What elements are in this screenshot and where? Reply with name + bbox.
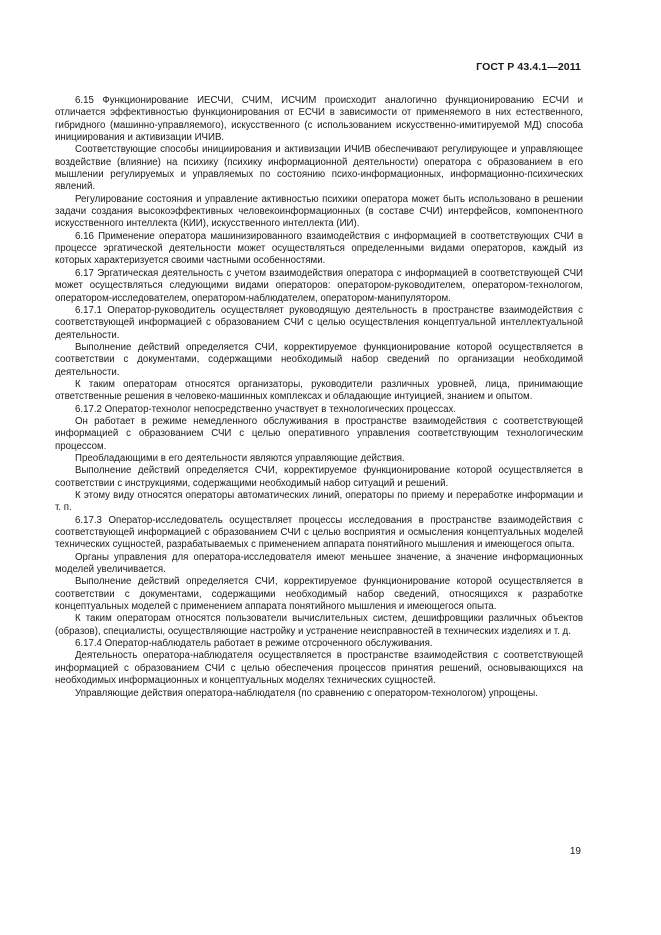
paragraph: 6.17.3 Оператор-исследователь осуществляет процессы исследования в пространстве взаимодействия с соответствующей информацией с образованием СЧИ с целью восприятия и осмысления концептуальных моделей технических сущностей, разрабатываемых с применением аппарата понятийного мышления и имеющегося опыта. xyxy=(55,514,583,551)
paragraph: Выполнение действий определяется СЧИ, корректируемое функционирование которой осуществляется в соответствии с инструкциями, содержащими необходимый набор ситуаций и решений. xyxy=(55,465,583,489)
paragraph: Соответствующие способы инициирования и активизации ИЧИВ обеспечивают регулирующее и управляющее воздействие (влияние) на психику (психику информационной деятельности) оператора с образованием в его мышлении регулируемых и управляемых по состоянию психо-информационных, информационно-психических явлений. xyxy=(55,144,583,193)
paragraph: 6.17.2 Оператор-технолог непосредственно участвует в технологических процессах. xyxy=(75,403,456,415)
paragraph: Органы управления для оператора-исследователя имеют меньшее значение, а значение информационных моделей увеличивается. xyxy=(55,551,583,576)
paragraph: Деятельность оператора-наблюдателя осуществляется в пространстве взаимодействия с соответствующей информацией с образованием СЧИ с целью обеспечения процессов принятия решений, основывающихся на необходимых информационных и концептуальных моделях технических сущностей. xyxy=(55,650,583,687)
paragraph: Управляющие действия оператора-наблюдателя (по сравнению с оператором-технологом) упрощены. xyxy=(75,687,538,699)
paragraph: Регулирование состояния и управление активностью психики оператора может быть использовано в решении задачи создания высокоэффективных человекоинформационных (в составе СЧИ) интерфейсов, компонентного искусственного интеллекта (КИИ), искусственного интеллекта (ИИ). xyxy=(55,193,583,230)
paragraph: 6.16 Применение оператора машинизированного взаимодействия с информацией в соответствующих СЧИ в процессе эргатической деятельности может осуществляться определенными видами операторов, каждый из которых характеризуется своими частными особенностями. xyxy=(55,230,583,267)
body-text xyxy=(55,95,583,700)
paragraph: К этому виду относятся операторы автоматических линий, операторы по приему и переработке информации и т. п. xyxy=(55,490,583,514)
page-number: 19 xyxy=(569,846,581,857)
paragraph: 6.17 Эргатическая деятельность с учетом взаимодействия оператора с информацией в соответствующей СЧИ может осуществляться следующими видами операторов: оператором-руководителем, оператором-технологом, оператором-исследователем, оператором-наблюдателем, оператором-манипулятором. xyxy=(55,267,583,304)
paragraph: Выполнение действий определяется СЧИ, корректируемое функционирование которой осуществляется в соответствии с документами, содержащими необходимый набор сведений, относящихся к разработке концептуальных моделей с применением аппарата понятийного мышления и имеющегося опыта. xyxy=(55,576,583,613)
paragraph: К таким операторам относятся пользователи вычислительных систем, дешифровщики различных объектов (образов), специалисты, осуществляющие настройку и устранение неисправностей в технических изделиях и т. д. xyxy=(55,613,583,637)
standard-code: ГОСТ Р 43.4.1—2011 xyxy=(476,61,581,73)
paragraph: Выполнение действий определяется СЧИ, корректируемое функционирование которой осуществляется в соответствии с документами, содержащими необходимый набор сведений по организации необходимой деятельности. xyxy=(55,341,583,378)
paragraph: 6.15 Функционирование ИЕСЧИ, СЧИМ, ИСЧИМ происходит аналогично функционированию ЕСЧИ и отличается эффективностью функционирования от ЕСЧИ в зависимости от применяемого в них естественного, гибридного (машинно-управляемого), искусственного (с использованием искусственно-имитируемой МД) способа инициирования и активизации ИЧИВ. xyxy=(55,95,583,144)
paragraph: Он работает в режиме немедленного обслуживания в пространстве взаимодействия с соответствующей информацией с образованием СЧИ с целью оперативного управления соответствующим технологическим процессом. xyxy=(55,415,583,452)
paragraph: 6.17.4 Оператор-наблюдатель работает в режиме отсроченного обслуживания. xyxy=(75,638,433,650)
paragraph: Преобладающими в его деятельности являются управляющие действия. xyxy=(75,452,405,464)
paragraph: К таким операторам относятся организаторы, руководители различных уровней, лица, принимающие ответственные решения в человеко-машинных комплексах и обладающие интуицией, знанием и опытом. xyxy=(55,378,583,403)
paragraph: 6.17.1 Оператор-руководитель осуществляет руководящую деятельность в пространстве взаимодействия с соответствующей информацией с образованием СЧИ с целью осуществления концептуальной интеллектуальной деятельности. xyxy=(55,304,583,341)
